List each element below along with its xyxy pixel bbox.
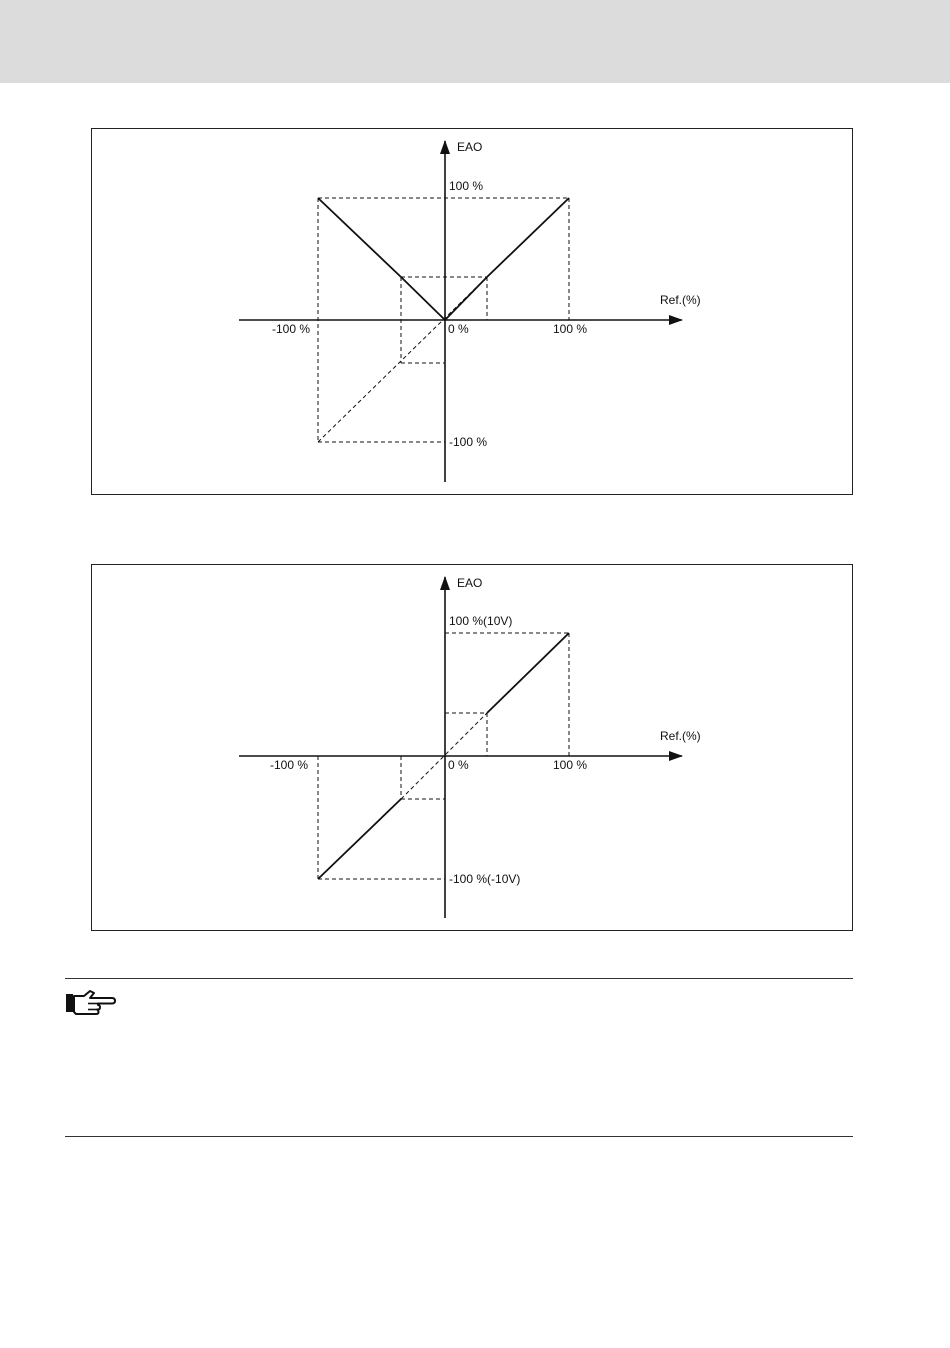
diagram-2 <box>91 564 853 931</box>
y-neg-label: -100 % <box>449 435 488 449</box>
output-curve-positive <box>487 633 569 713</box>
y-pos-label: 100 %(10V) <box>449 614 513 628</box>
y-neg-label: -100 %(-10V) <box>449 872 521 886</box>
output-curve-negative <box>318 799 401 879</box>
x-origin-label: 0 % <box>448 758 469 772</box>
note-bottom-rule <box>65 1136 853 1137</box>
x-pos-label: 100 % <box>553 322 588 336</box>
x-neg-label: -100 % <box>270 758 309 772</box>
pointing-hand-icon <box>64 988 116 1016</box>
x-pos-label: 100 % <box>553 758 588 772</box>
diagram-2-svg <box>92 565 854 932</box>
page-header-band <box>0 0 950 83</box>
diagram-1 <box>91 128 853 495</box>
y-axis-label: EAO <box>457 576 483 590</box>
diagram-1-svg <box>92 129 854 496</box>
output-curve <box>318 198 569 320</box>
x-neg-label: -100 % <box>272 322 311 336</box>
note-top-rule <box>65 978 853 979</box>
y-axis-label: EAO <box>457 140 483 154</box>
y-pos-label: 100 % <box>449 179 484 193</box>
x-axis-label: Ref.(%) <box>660 729 701 743</box>
x-axis-label: Ref.(%) <box>660 293 701 307</box>
x-origin-label: 0 % <box>448 322 469 336</box>
